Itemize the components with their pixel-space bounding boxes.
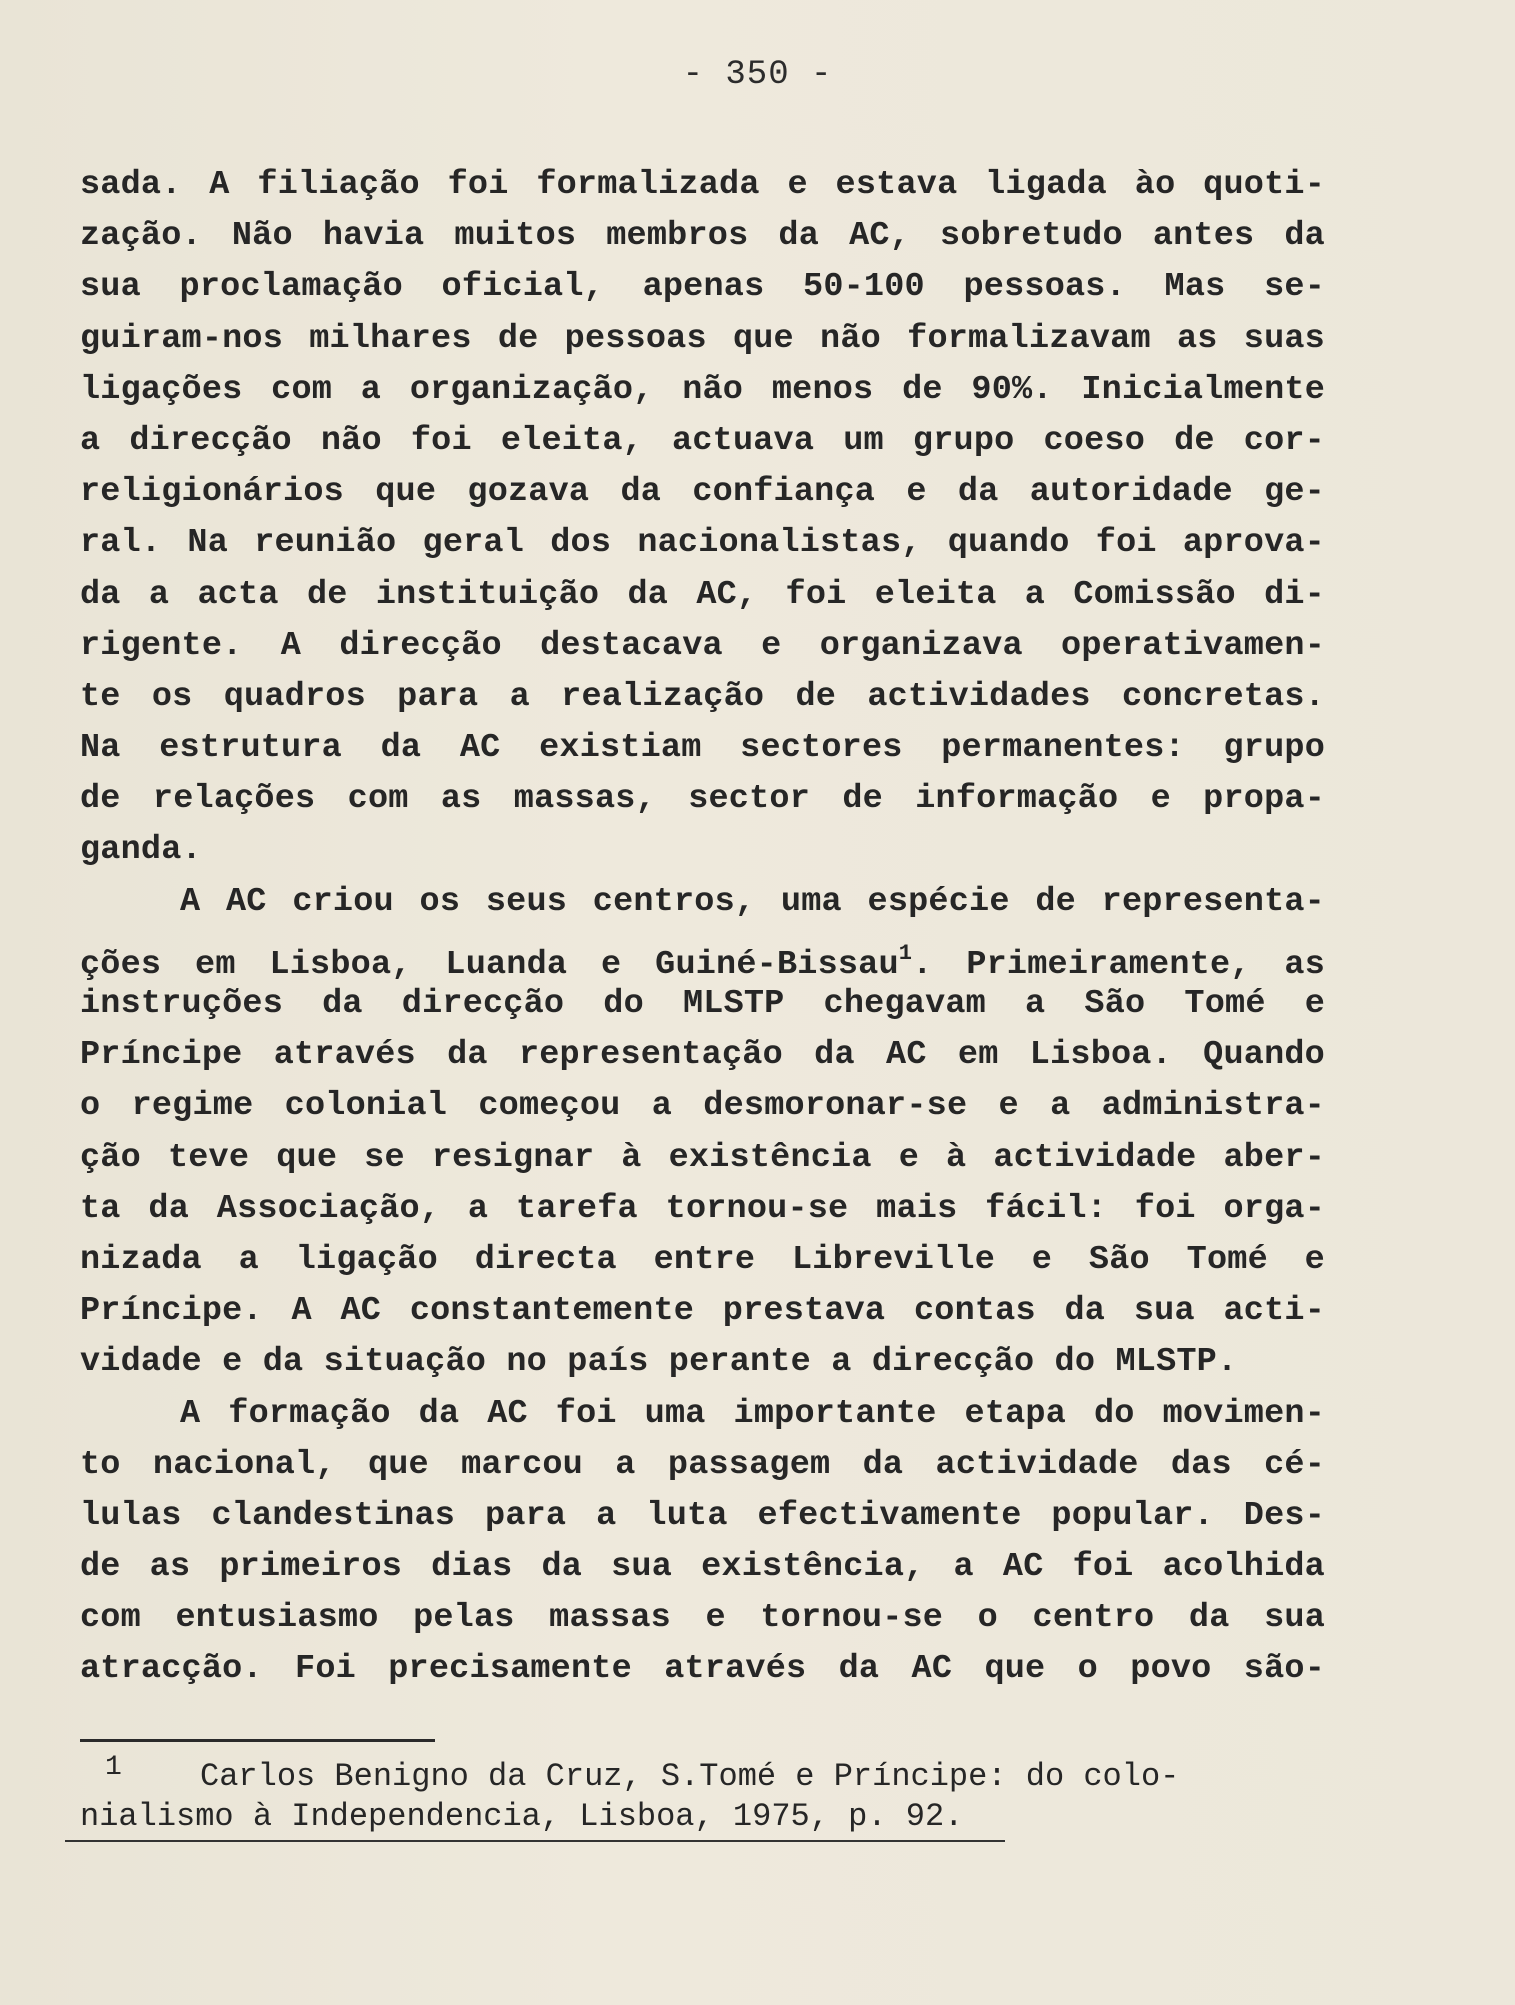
footnote-underline xyxy=(65,1840,1005,1842)
text-line-with-footnote-ref xyxy=(80,928,1325,984)
footnote-line: Carlos Benigno da Cruz, S.Tomé e Príncipe: do colo- xyxy=(200,1758,1180,1795)
text-segment: ções em Lisboa, Luanda e Guiné-Bissau xyxy=(80,945,899,984)
text-line: lulas clandestinas para a luta efectivamente popular. Des- xyxy=(80,1496,1325,1535)
text-line: Príncipe. A AC constantemente prestava contas da sua acti- xyxy=(80,1292,1325,1331)
text-line: zação. Não havia muitos membros da AC, sobretudo antes da xyxy=(80,217,1325,256)
footnote-line: nialismo à Independencia, Lisboa, 1975, p. 92. xyxy=(80,1798,964,1835)
text-line: de as primeiros dias da sua existência, a AC foi acolhida xyxy=(80,1548,1325,1587)
text-segment: . Primeiramente, as xyxy=(912,945,1325,984)
text-line: ta da Associação, a tarefa tornou-se mais fácil: foi orga- xyxy=(80,1189,1325,1228)
text-line: ção teve que se resignar à existência e à actividade aber- xyxy=(80,1138,1325,1177)
footnote xyxy=(80,1757,1280,1837)
text-line: o regime colonial começou a desmoronar-se e a administra- xyxy=(80,1087,1325,1126)
text-line: a direcção não foi eleita, actuava um grupo coeso de cor- xyxy=(80,421,1325,460)
text-line: guiram-nos milhares de pessoas que não formalizavam as suas xyxy=(80,319,1325,358)
text-line: vidade e da situação no país perante a direcção do MLSTP. xyxy=(80,1343,1238,1382)
text-line: rigente. A direcção destacava e organizava operativamen- xyxy=(80,626,1325,665)
text-line: com entusiasmo pelas massas e tornou-se o centro da sua xyxy=(80,1599,1325,1638)
text-line: sua proclamação oficial, apenas 50-100 pessoas. Mas se- xyxy=(80,268,1325,307)
text-line: ligações com a organização, não menos de 90%. Inicialmente xyxy=(80,370,1325,409)
text-line: A AC criou os seus centros, uma espécie de representa- xyxy=(180,882,1325,921)
text-line: religionários que gozava da confiança e da autoridade ge- xyxy=(80,473,1325,512)
text-line: instruções da direcção do MLSTP chegavam a São Tomé e xyxy=(80,985,1325,1023)
text-line: te os quadros para a realização de actividades concretas. xyxy=(80,677,1325,716)
footnote-marker: 1 xyxy=(105,1752,122,1783)
text-line: ral. Na reunião geral dos nacionalistas, quando foi aprova- xyxy=(80,524,1325,563)
text-line: ganda. xyxy=(80,831,202,870)
page-number: - 350 - xyxy=(682,56,833,94)
text-line: sada. A filiação foi formalizada e estava ligada ào quoti- xyxy=(80,166,1325,204)
footnote-reference[interactable]: 1 xyxy=(898,940,913,966)
text-line: Príncipe através da representação da AC em Lisboa. Quando xyxy=(80,1036,1325,1075)
body-text xyxy=(80,160,1325,1696)
text-line: Na estrutura da AC existiam sectores permanentes: grupo xyxy=(80,729,1325,768)
text-line: da a acta de instituição da AC, foi eleita a Comissão di- xyxy=(80,575,1325,614)
text-line: nizada a ligação directa entre Libreville e São Tomé e xyxy=(80,1240,1325,1279)
text-line: to nacional, que marcou a passagem da actividade das cé- xyxy=(80,1445,1325,1484)
footnote-divider xyxy=(80,1739,435,1742)
text-line: atracção. Foi precisamente através da AC que o povo são- xyxy=(80,1650,1325,1689)
text-line: A formação da AC foi uma importante etapa do movimen- xyxy=(180,1394,1325,1433)
text-line: de relações com as massas, sector de informação e propa- xyxy=(80,780,1325,819)
